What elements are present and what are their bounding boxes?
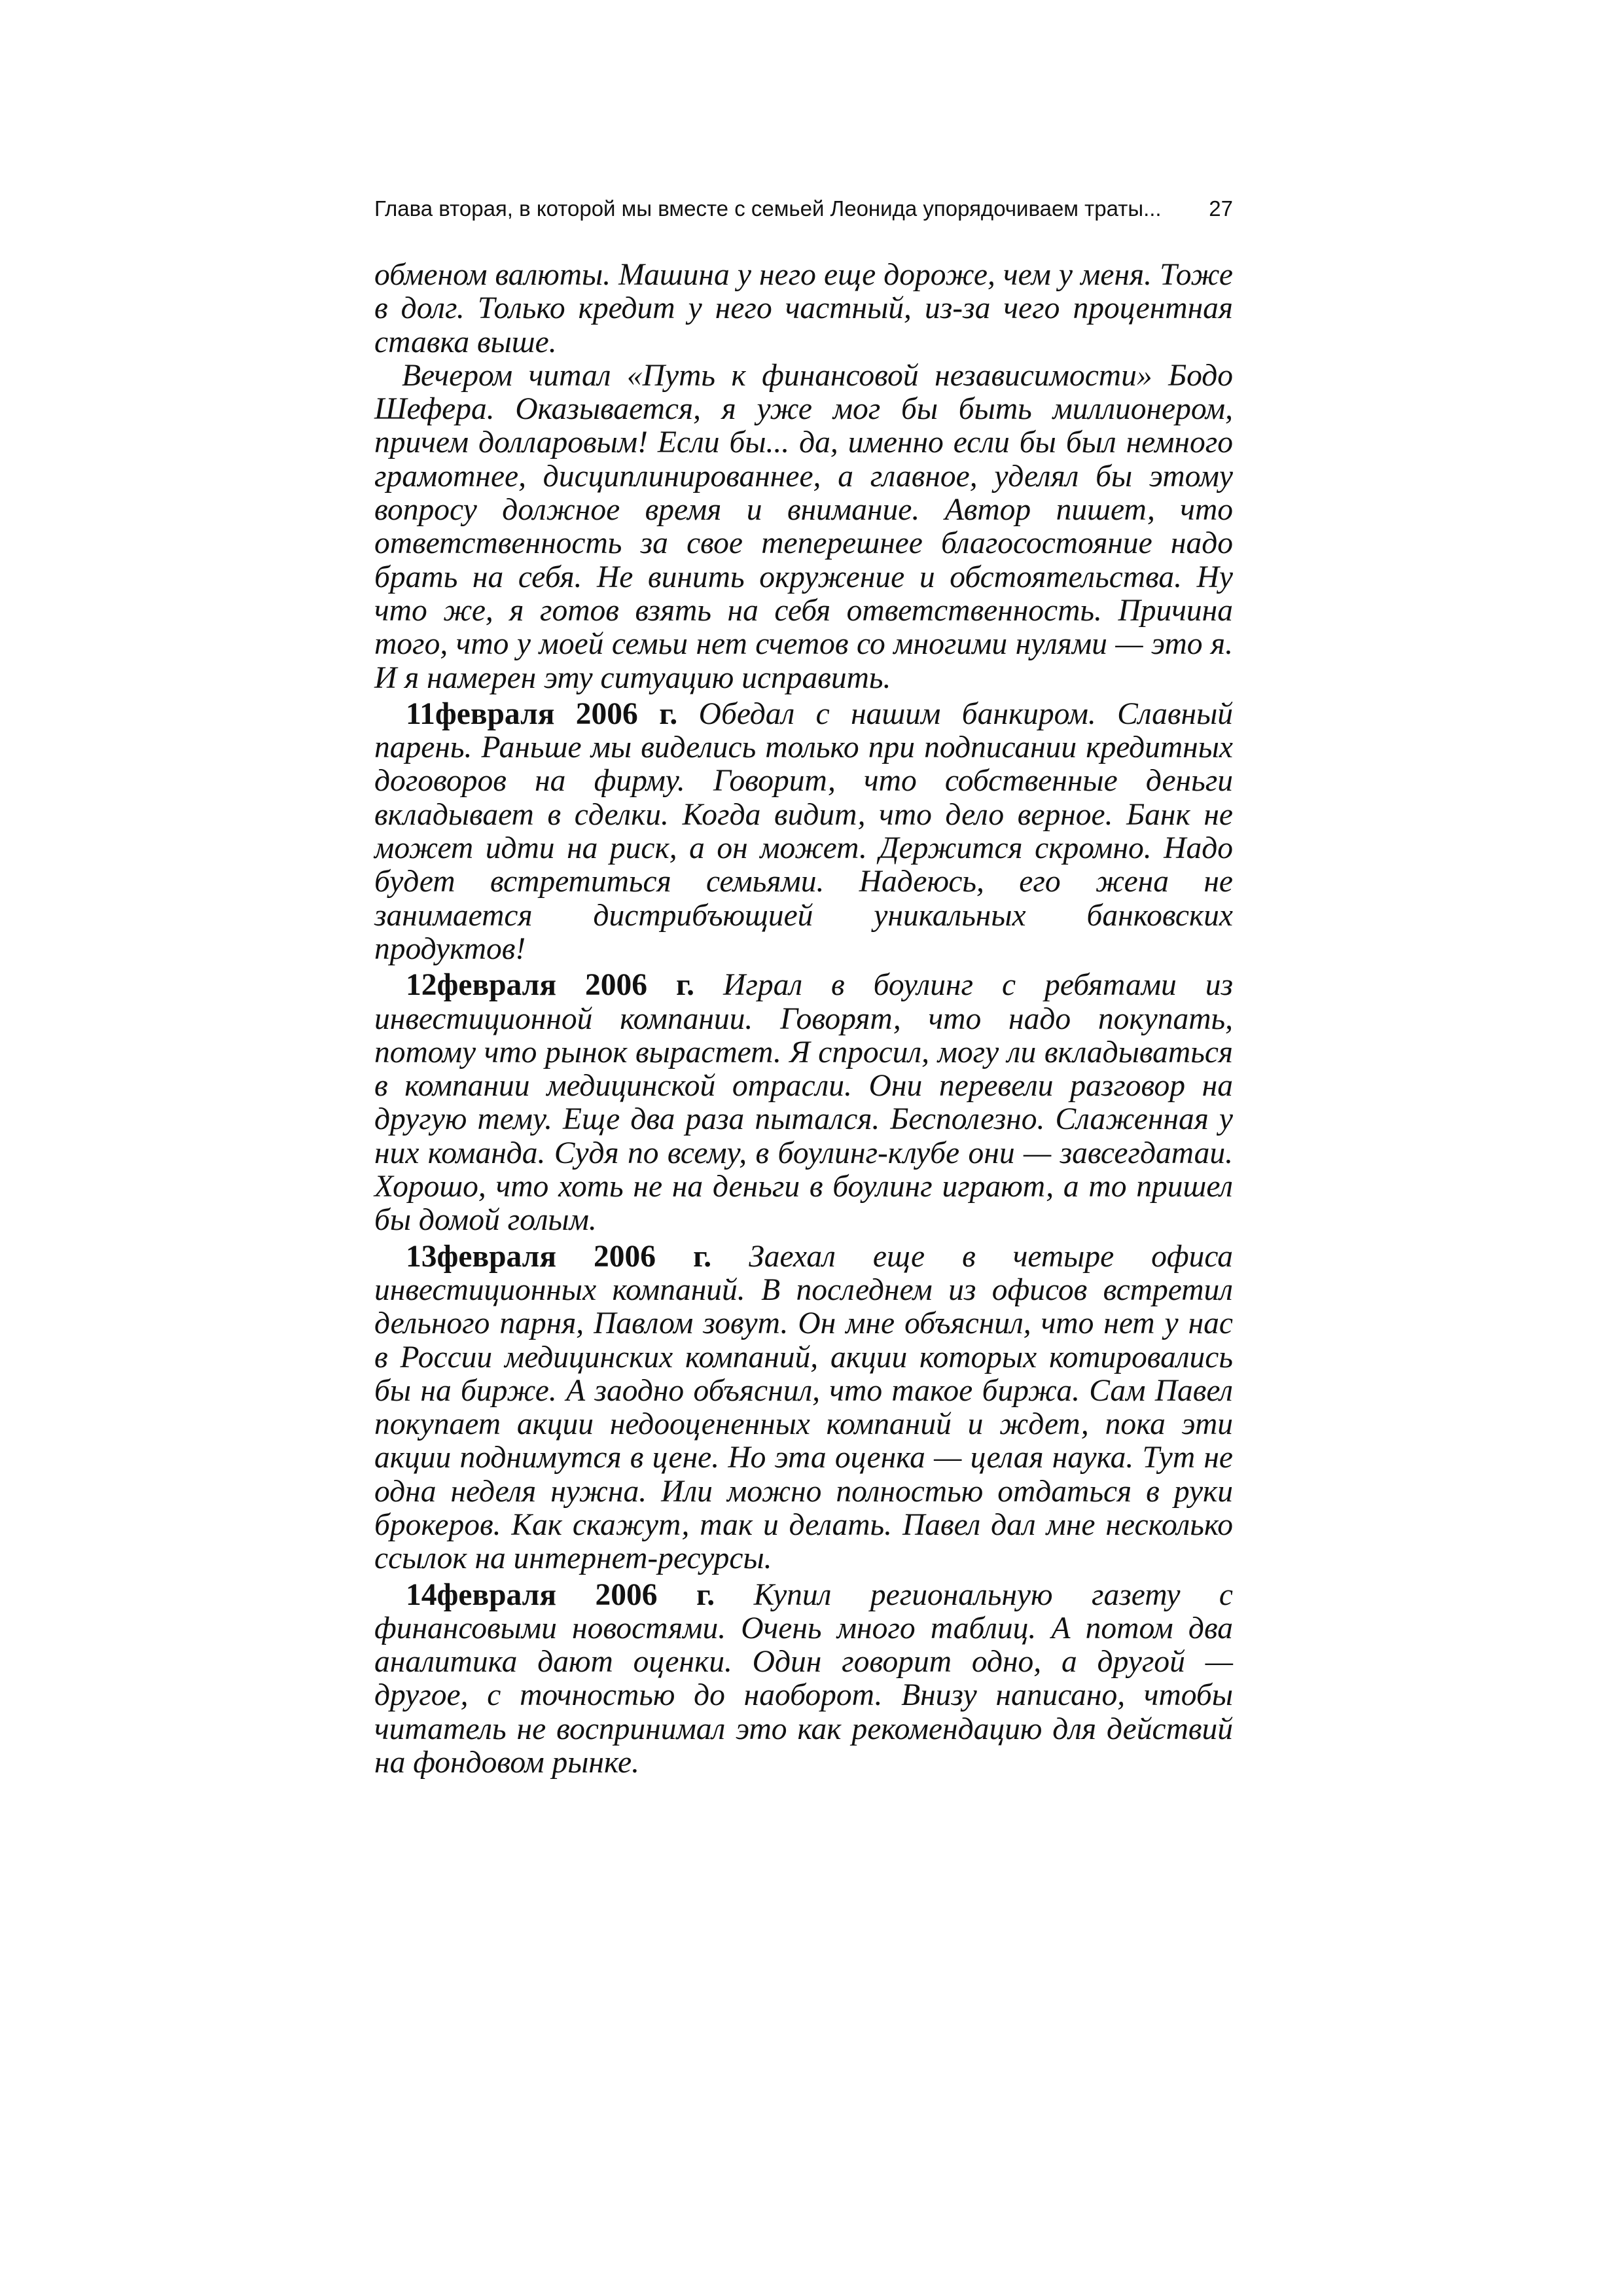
diary-entry-feb-13 (374, 1240, 1233, 1576)
entry-text: Обедал с нашим банкиром. Славный парень. Раньше мы виделись только при подписании кредитных договоров на фирму. Говорит, что собственные деньги вкладывает в сделки. Когда видит, что дело верное. Банк не может идти на риск, а он может. Держится скромно. Надо будет встретиться семьями. Надеюсь, его жена не занимается дистрибъющией уникальных банковских продуктов! (374, 696, 1234, 966)
diary-entry-feb-14 (374, 1579, 1233, 1780)
chapter-title: Глава вторая, в которой мы вместе с семьей Леонида упорядочиваем траты... (374, 196, 1162, 221)
continuation-paragraph: обменом валюты. Машина у него еще дороже, чем у меня. Тоже в долг. Только кредит у него частный, из-за чего процентная ставка выше. (374, 258, 1233, 359)
page-number: 27 (1209, 196, 1233, 221)
entry-date: 12февраля 2006 г. (406, 968, 695, 1003)
entry-date: 14февраля 2006 г. (406, 1577, 715, 1612)
entry-text: Играл в боулинг с ребятами из инвестиционной компании. Говорят, что надо покупать, потому что рынок вырастет. Я спросил, могу ли вкладываться в компании медицинской отрасли. Они перевели разговор на другую тему. Еще два раза пытался. Бесполезно. Слаженная у них команда. Судя по всему, в боулинг-клубе они — завсегдатаи. Хорошо, что хоть не на деньги в боулинг играют, а то пришел бы домой голым. (374, 968, 1234, 1238)
entry-text: Заехал еще в четыре офиса инвестиционных компаний. В последнем из офисов встретил дельного парня, Павлом зовут. Он мне объяснил, что нет у нас в России медицинских компаний, акции которых котировались бы на бирже. А заодно объяснил, что такое биржа. Сам Павел покупает акции недооцененных компаний и ждет, пока эти акции поднимутся в цене. Но эта оценка — целая наука. Тут не одна неделя нужна. Или можно полностью отдаться в руки брокеров. Как скажут, так и делать. Павел дал мне несколько ссылок на интернет-ресурсы. (374, 1239, 1234, 1576)
entry-date: 13февраля 2006 г. (406, 1239, 712, 1274)
running-head (374, 192, 1233, 232)
entry-date: 11февраля 2006 г. (406, 696, 678, 731)
entry-text: Купил региональную газету с финансовыми новостями. Очень много таблиц. А потом два аналитика дают оценки. Один говорит одно, а другой — другое, с точностью до наоборот. Внизу написано, чтобы читатель не воспринимал это как рекомендацию для действий на фондовом рынке. (374, 1577, 1233, 1780)
main-text (374, 259, 1233, 1780)
diary-entry-feb-12 (374, 969, 1233, 1237)
evening-paragraph: Вечером читал «Путь к финансовой независимости» Бодо Шефера. Оказывается, я уже мог бы быть миллионером, причем долларовым! Если бы... да, именно если бы был немного грамотнее, дисциплинированнее, а главное, уделял бы этому вопросу должное время и внимание. Автор пишет, что ответственность за свое теперешнее благосостояние надо брать на себя. Не винить окружение и обстоятельства. Ну что же, я готов взять на себя ответственность. Причина того, что у моей семьи нет счетов со многими нулями — это я. И я намерен эту ситуацию исправить. (374, 358, 1233, 695)
diary-entry-feb-11 (374, 698, 1233, 966)
